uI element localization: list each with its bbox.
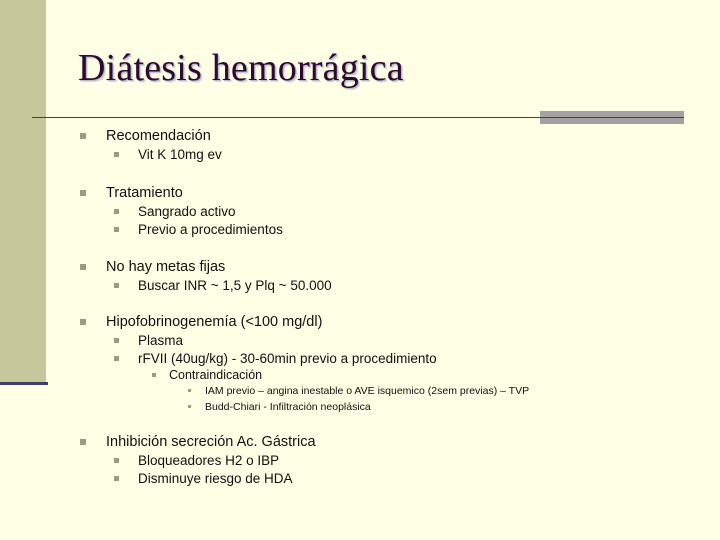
sub-bullet-text: Sangrado activo [138,204,236,219]
detail-bullet-text: IAM previo – angina inestable o AVE isquemico (2sem previas) – TVP [205,385,530,397]
square-bullet-icon [80,133,86,139]
left-accent-bar [0,0,46,382]
square-bullet-icon [188,405,191,408]
square-bullet-icon [114,283,119,288]
bullet-text: Tratamiento [106,185,183,201]
detail-bullet-budd-chiari [188,401,371,413]
sub-bullet-rfvii [114,351,437,366]
square-bullet-icon [114,476,119,481]
square-bullet-icon [114,209,119,214]
sub-sub-bullet-contraindicacion [152,368,263,382]
bullet-metas-fijas [80,259,226,275]
detail-bullet-iam [188,385,530,397]
sub-bullet-text: Disminuye riesgo de HDA [138,471,293,486]
sub-bullet-text: Previo a procedimientos [138,222,283,237]
square-bullet-icon [80,319,86,325]
sub-bullet-text: Plasma [138,333,184,348]
square-bullet-icon [114,458,119,463]
sub-bullet-bloqueadores [114,453,280,468]
sub-bullet-plasma [114,333,184,348]
sub-bullet-vit-k [114,147,222,162]
square-bullet-icon [114,227,119,232]
sub-bullet-text: rFVII (40ug/kg) - 30-60min previo a procedimiento [138,351,437,366]
sub-bullet-buscar-inr [114,278,332,293]
sub-bullet-text: Vit K 10mg ev [138,147,222,162]
square-bullet-icon [114,338,119,343]
square-bullet-icon [80,264,86,270]
bullet-inhibicion-acido [80,434,316,450]
sub-bullet-previo-procedimientos [114,222,283,237]
sub-bullet-disminuye-riesgo [114,471,293,486]
sub-bullet-text: Buscar INR ~ 1,5 y Plq ~ 50.000 [138,278,332,293]
square-bullet-icon [80,190,86,196]
sub-sub-bullet-text: Contraindicación [169,368,263,382]
square-bullet-icon [80,439,86,445]
title-divider-block-line [540,117,684,118]
bullet-text: Inhibición secreción Ac. Gástrica [106,434,316,450]
square-bullet-icon [114,356,119,361]
bullet-recomendacion [80,128,211,144]
detail-bullet-text: Budd-Chiari - Infiltración neoplásica [205,401,371,413]
bullet-text: No hay metas fijas [106,259,226,275]
slide-title: Diátesis hemorrágica [78,47,404,89]
bullet-text: Hipofobrinogenemía (<100 mg/dl) [106,314,323,330]
square-bullet-icon [188,389,191,392]
sub-bullet-sangrado-activo [114,204,236,219]
bullet-hipofibrinogenemia [80,314,323,330]
bullet-text: Recomendación [106,128,211,144]
title-divider-line [32,117,540,118]
square-bullet-icon [152,373,156,377]
square-bullet-icon [114,152,119,157]
left-accent-bar-edge [0,382,48,385]
bullet-tratamiento [80,185,183,201]
sub-bullet-text: Bloqueadores H2 o IBP [138,453,280,468]
